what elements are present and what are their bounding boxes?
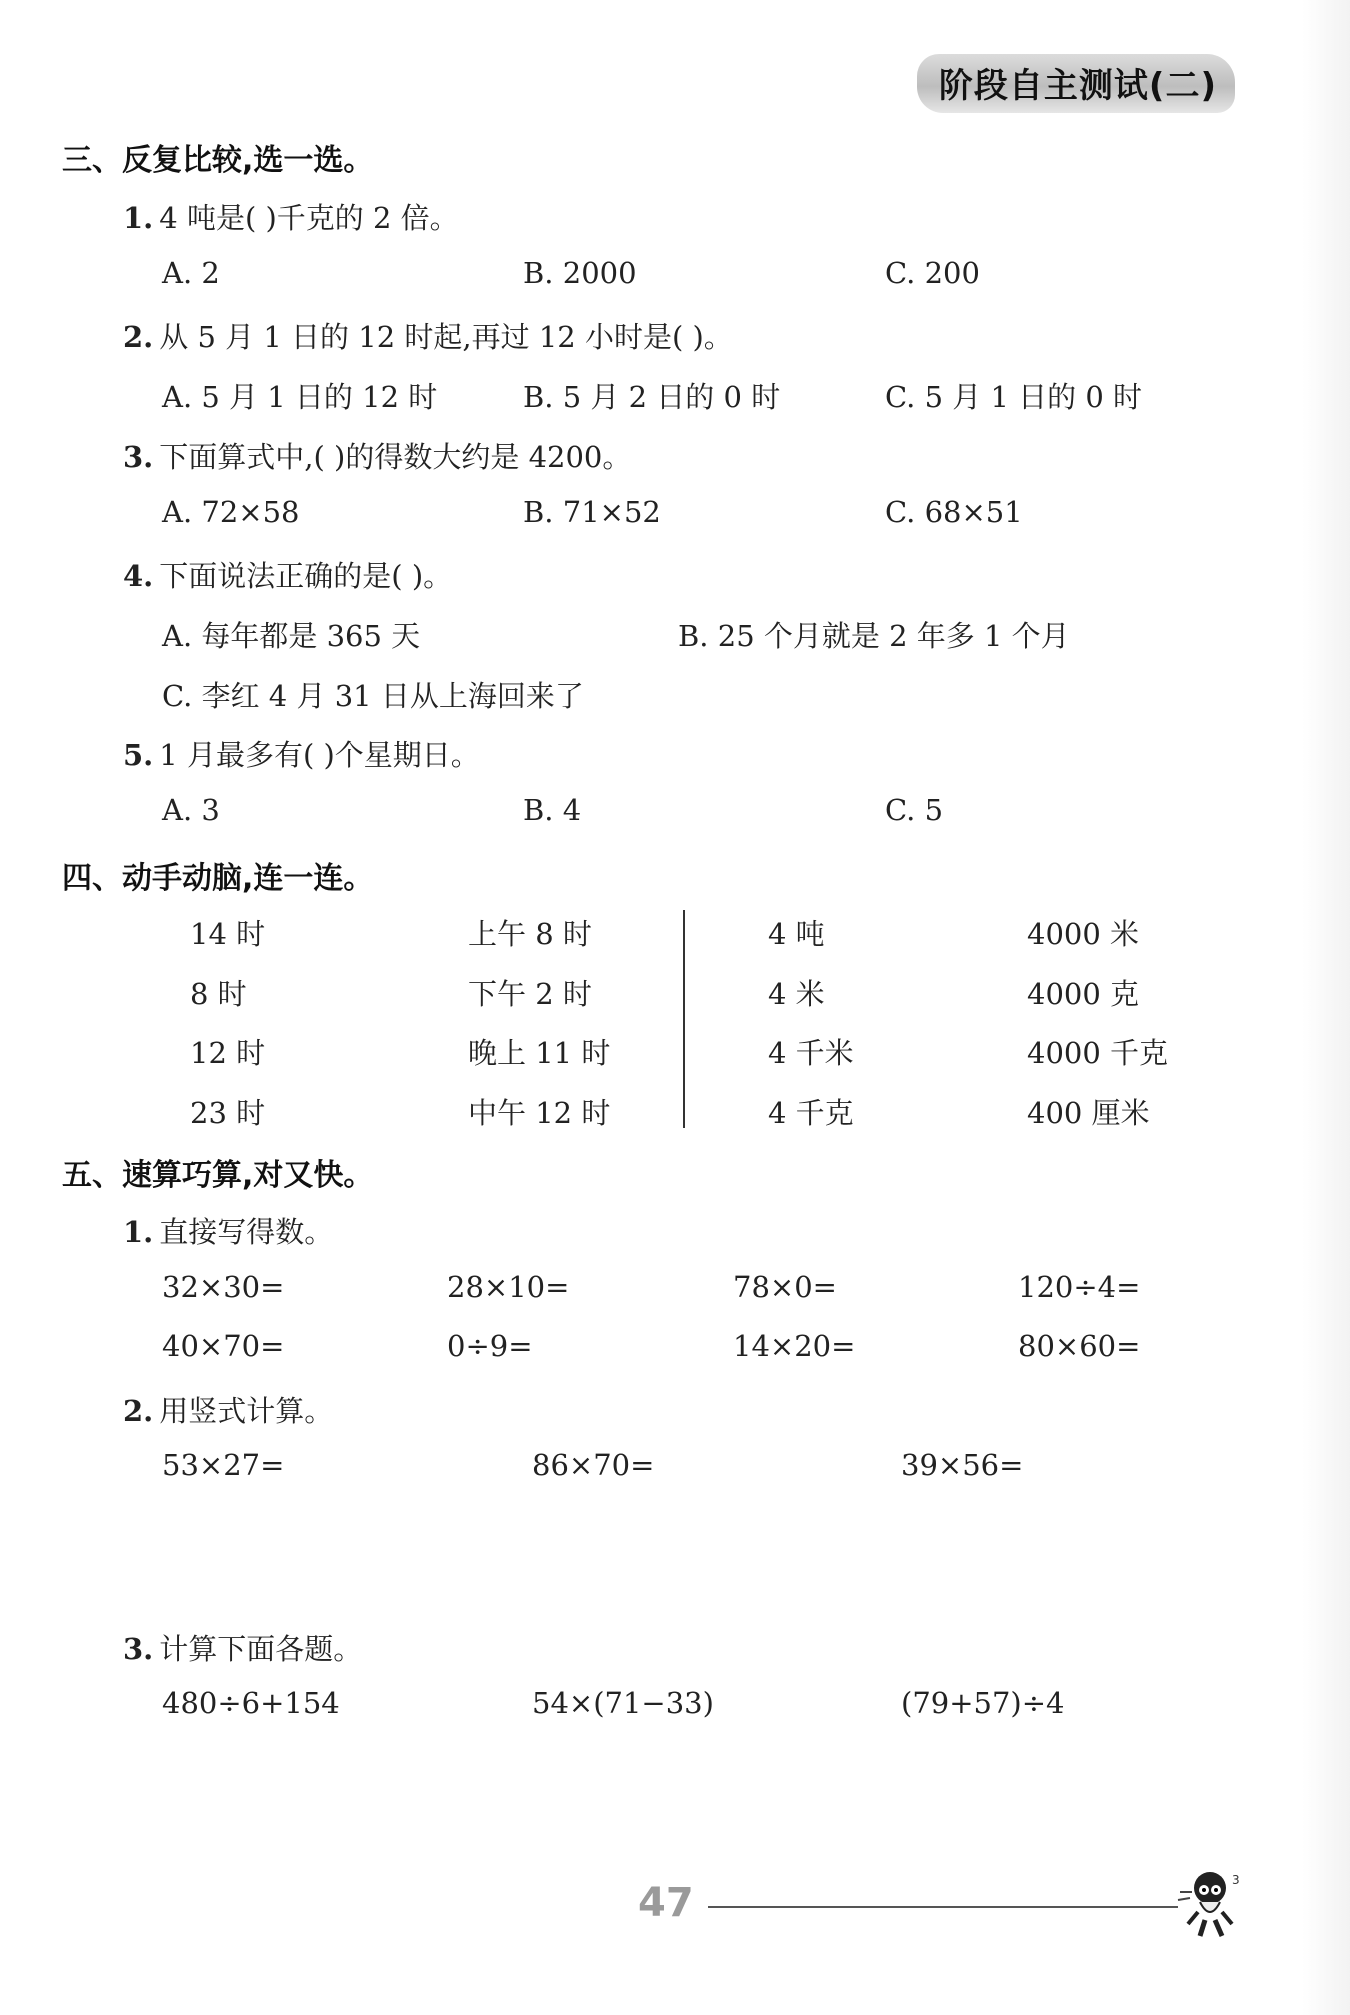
part-number: 3. — [123, 1632, 154, 1666]
match-item: 23 时 — [190, 1096, 266, 1130]
match-item: 4000 千克 — [1027, 1036, 1169, 1070]
part-number: 1. — [123, 1215, 154, 1249]
match-item: 4000 克 — [1027, 977, 1140, 1011]
match-item: 4 千米 — [768, 1036, 854, 1070]
mascot-icon — [1170, 1862, 1250, 1942]
option-a: A. 5 月 1 日的 12 时 — [162, 380, 438, 414]
option-a: A. 72×58 — [162, 495, 300, 529]
match-item: 晚上 11 时 — [468, 1036, 611, 1070]
question-3-3 — [123, 435, 631, 476]
calc-item: 54×(71−33) — [532, 1686, 714, 1720]
column-divider — [683, 910, 685, 1128]
match-item: 8 时 — [190, 977, 247, 1011]
calc-item: (79+57)÷4 — [901, 1686, 1065, 1720]
page-header-title: 阶段自主测试(二) — [917, 54, 1235, 113]
question-number: 5. — [123, 738, 154, 772]
match-item: 14 时 — [190, 917, 266, 951]
calc-item: 86×70= — [532, 1448, 655, 1482]
question-number: 3. — [123, 440, 154, 474]
svg-text:3: 3 — [1232, 1873, 1240, 1887]
question-3-4 — [123, 554, 452, 595]
match-item: 4 千克 — [768, 1096, 854, 1130]
match-item: 400 厘米 — [1027, 1096, 1150, 1130]
calc-item: 14×20= — [733, 1329, 856, 1363]
question-text: 1 月最多有( )个星期日。 — [159, 738, 480, 772]
question-number: 1. — [123, 201, 154, 235]
calc-item: 39×56= — [901, 1448, 1024, 1482]
question-3-1 — [123, 196, 459, 237]
section3-title: 三、反复比较,选一选。 — [62, 143, 374, 178]
option-b: B. 2000 — [523, 256, 637, 290]
question-text: 从 5 月 1 日的 12 时起,再过 12 小时是( )。 — [159, 320, 733, 354]
part-text: 计算下面各题。 — [159, 1632, 363, 1666]
page-number: 47 — [638, 1880, 694, 1926]
match-item: 12 时 — [190, 1036, 266, 1070]
page-edge-shadow — [1302, 0, 1350, 2015]
option-b: B. 71×52 — [523, 495, 661, 529]
calc-item: 80×60= — [1018, 1329, 1141, 1363]
option-a: A. 每年都是 365 天 — [162, 619, 421, 653]
option-c: C. 5 — [885, 793, 944, 827]
part-text: 直接写得数。 — [159, 1215, 334, 1249]
option-a: A. 3 — [162, 793, 220, 827]
section5-title: 五、速算巧算,对又快。 — [62, 1158, 374, 1193]
calc-item: 53×27= — [162, 1448, 285, 1482]
calc-item: 120÷4= — [1018, 1270, 1141, 1304]
calc-item: 40×70= — [162, 1329, 285, 1363]
option-a: A. 2 — [162, 256, 220, 290]
section4-title: 四、动手动脑,连一连。 — [62, 861, 374, 896]
question-text: 4 吨是( )千克的 2 倍。 — [159, 201, 459, 235]
calc-item: 28×10= — [447, 1270, 570, 1304]
question-3-2 — [123, 315, 733, 356]
question-text: 下面算式中,( )的得数大约是 4200。 — [159, 440, 632, 474]
part-5-1 — [123, 1210, 333, 1251]
question-3-5 — [123, 733, 480, 774]
part-5-3 — [123, 1627, 362, 1668]
footer-rule — [708, 1906, 1178, 1908]
match-item: 中午 12 时 — [468, 1096, 611, 1130]
option-c: C. 5 月 1 日的 0 时 — [885, 380, 1143, 414]
part-text: 用竖式计算。 — [159, 1394, 334, 1428]
calc-item: 0÷9= — [447, 1329, 533, 1363]
option-c: C. 68×51 — [885, 495, 1023, 529]
match-item: 4 米 — [768, 977, 825, 1011]
part-5-2 — [123, 1389, 333, 1430]
option-b: B. 5 月 2 日的 0 时 — [523, 380, 781, 414]
question-number: 4. — [123, 559, 154, 593]
calc-item: 32×30= — [162, 1270, 285, 1304]
match-item: 上午 8 时 — [468, 917, 592, 951]
question-text: 下面说法正确的是( )。 — [159, 559, 453, 593]
part-number: 2. — [123, 1394, 154, 1428]
match-item: 4000 米 — [1027, 917, 1140, 951]
calc-item: 78×0= — [733, 1270, 837, 1304]
question-number: 2. — [123, 320, 154, 354]
option-b: B. 4 — [523, 793, 582, 827]
option-b: B. 25 个月就是 2 年多 1 个月 — [678, 619, 1070, 653]
option-c: C. 李红 4 月 31 日从上海回来了 — [162, 679, 584, 713]
match-item: 4 吨 — [768, 917, 825, 951]
match-item: 下午 2 时 — [468, 977, 592, 1011]
option-c: C. 200 — [885, 256, 980, 290]
calc-item: 480÷6+154 — [162, 1686, 340, 1720]
